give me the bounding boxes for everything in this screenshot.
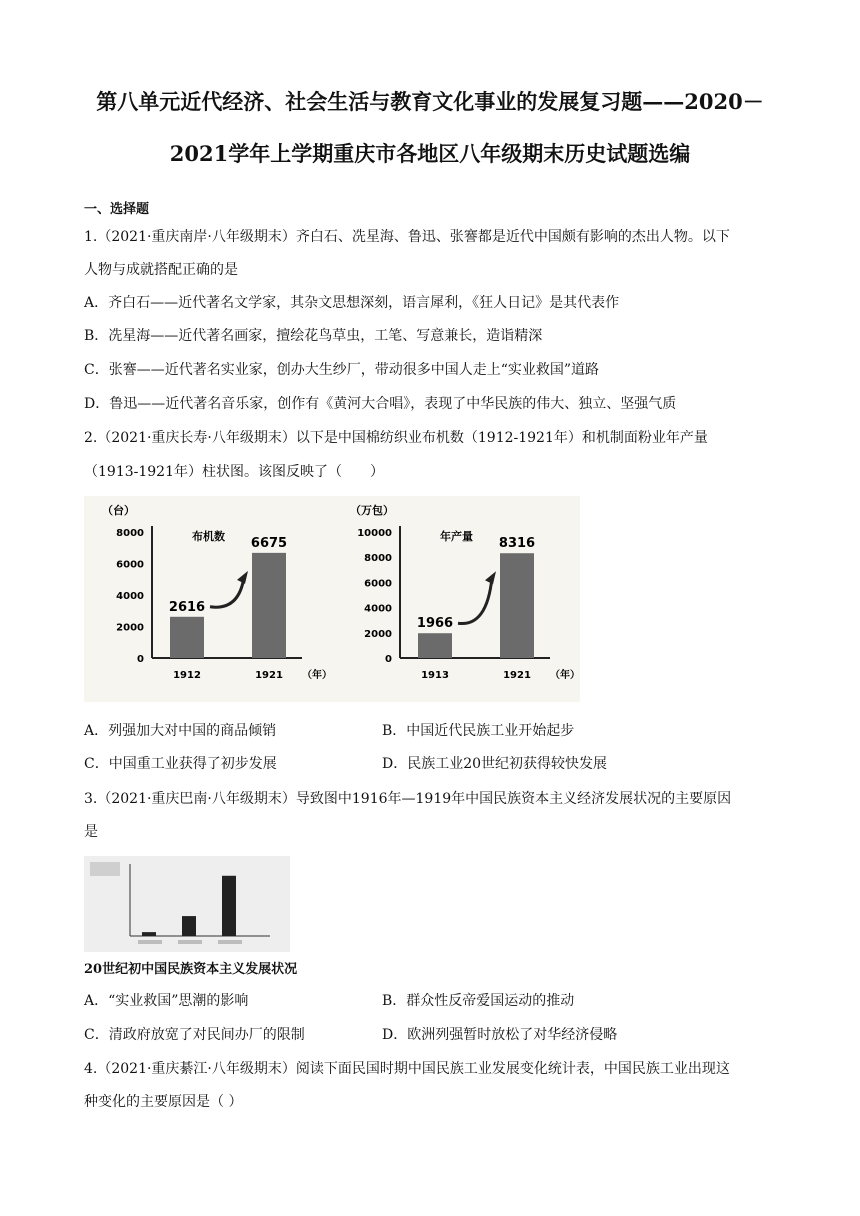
- q3-stem-line-2: 是: [84, 824, 98, 840]
- chart-ytick-label-1: 2000: [364, 628, 392, 640]
- chart-category-label-1: 1913: [421, 670, 449, 681]
- chart-ytick-label-0: 0: [137, 654, 144, 665]
- chart-value-label-1: 8316: [498, 536, 536, 552]
- chart-ytick-label-1: 8000: [364, 553, 392, 565]
- chart-trend-arrow-0: [210, 577, 244, 607]
- chart-x-unit-label-1: （年）: [550, 670, 580, 681]
- chart-value-label-0: 2616: [168, 599, 206, 615]
- chart-category-label-block: [138, 940, 162, 944]
- chart-category-label-block: [178, 940, 202, 944]
- q1-option-b: B．冼星海——近代著名画家，擅绘花鸟草虫，工笔、写意兼长，造诣精深: [84, 328, 543, 344]
- chart-ytick-label-1: 0: [385, 654, 392, 665]
- chart-ytick-label-1: 6000: [364, 578, 392, 590]
- chart-category-label-0: 1912: [173, 670, 201, 681]
- q1-stem-line-2: 人物与成就搭配正确的是: [84, 262, 238, 278]
- q2-stem-line-1: 2.（2021·重庆长寿·八年级期末）以下是中国棉纺织业布机数（1912-1921年）和机制面粉业年产量: [84, 430, 708, 446]
- q3-option-b: B．群众性反帝爱国运动的推动: [382, 993, 575, 1009]
- q2-stem-line-2: （1913-1921年）柱状图。该图反映了（ ）: [84, 464, 384, 480]
- chart-trend-arrow-1: [458, 577, 492, 623]
- chart-value-label-1: 1966: [416, 616, 454, 632]
- q3-stem-line-1: 3.（2021·重庆巴南·八年级期末）导致图中1916年—1919年中国民族资本主义经济发展状况的主要原因: [84, 791, 732, 807]
- chart-bar-1: [500, 553, 534, 658]
- q1-stem-line-1: 1.（2021·重庆南岸·八年级期末）齐白石、冼星海、鲁迅、张謇都是近代中国颇有影响的杰出人物。以下: [84, 229, 730, 245]
- q2-option-a: A．列强加大对中国的商品倾销: [84, 723, 277, 739]
- chart-bar-0: [252, 553, 286, 658]
- chart-bar: [222, 876, 236, 936]
- q3-bar-chart: [84, 856, 290, 952]
- chart-bar: [142, 932, 156, 936]
- section-heading: 一、选择题: [84, 202, 150, 217]
- chart-trend-arrowhead-1: [485, 571, 496, 584]
- q2-bar-charts: [84, 496, 580, 702]
- chart-bar-1: [418, 633, 452, 658]
- chart-ytick-label-0: 4000: [116, 591, 144, 602]
- chart-ytick-label-1: 4000: [364, 603, 392, 615]
- q3-chart-image: [84, 856, 290, 952]
- q1-option-d: D．鲁迅——近代著名音乐家，创作有《黄河大合唱》，表现了中华民族的伟大、独立、坚强气质: [84, 396, 677, 412]
- q3-option-a: A．“实业救国”思潮的影响: [84, 993, 249, 1009]
- q2-option-d: D．民族工业20世纪初获得较快发展: [382, 756, 608, 772]
- q4-stem-line-2: 种变化的主要原因是（ ）: [84, 1094, 243, 1110]
- chart-bar-0: [170, 617, 204, 658]
- chart-series-label-0: 布机数: [192, 530, 225, 543]
- chart-category-label-block: [218, 940, 242, 944]
- chart-category-label-1: 1921: [503, 670, 531, 681]
- q3-figure-caption: 20世纪初中国民族资本主义发展状况: [84, 962, 298, 977]
- chart-ylabel-block: [90, 862, 120, 876]
- document-title-line-1: 第八单元近代经济、社会生活与教育文化事业的发展复习题——2020－: [96, 89, 764, 114]
- chart-trend-arrowhead-0: [237, 571, 248, 584]
- chart-ytick-label-1: 10000: [357, 528, 392, 539]
- q4-stem-line-1: 4.（2021·重庆綦江·八年级期末）阅读下面民国时期中国民族工业发展变化统计表，中国民族工业出现这: [84, 1061, 730, 1077]
- chart-ytick-label-0: 8000: [116, 528, 144, 539]
- chart-value-label-0: 6675: [250, 535, 288, 551]
- chart-unit-label-1: （万包）: [350, 504, 394, 517]
- q2-chart-image: [84, 496, 580, 702]
- chart-series-label-1: 年产量: [440, 530, 473, 543]
- chart-ytick-label-0: 6000: [116, 559, 144, 571]
- q3-option-c: C．清政府放宽了对民间办厂的限制: [84, 1027, 305, 1043]
- q1-option-c: C．张謇——近代著名实业家，创办大生纱厂，带动很多中国人走上“实业救国”道路: [84, 362, 600, 378]
- q2-option-b: B．中国近代民族工业开始起步: [382, 723, 575, 739]
- chart-unit-label-0: （台）: [102, 504, 135, 517]
- chart-bar: [182, 916, 196, 936]
- q2-option-c: C．中国重工业获得了初步发展: [84, 756, 277, 772]
- chart-x-unit-label-0: （年）: [302, 670, 332, 681]
- chart-ytick-label-0: 2000: [116, 622, 144, 634]
- chart-category-label-0: 1921: [255, 670, 283, 681]
- q3-option-d: D．欧洲列强暂时放松了对华经济侵略: [382, 1027, 618, 1043]
- document-title-line-2: 2021学年上学期重庆市各地区八年级期末历史试题选编: [169, 141, 691, 166]
- q1-option-a: A．齐白石——近代著名文学家，其杂文思想深刻，语言犀利，《狂人日记》是其代表作: [84, 295, 620, 311]
